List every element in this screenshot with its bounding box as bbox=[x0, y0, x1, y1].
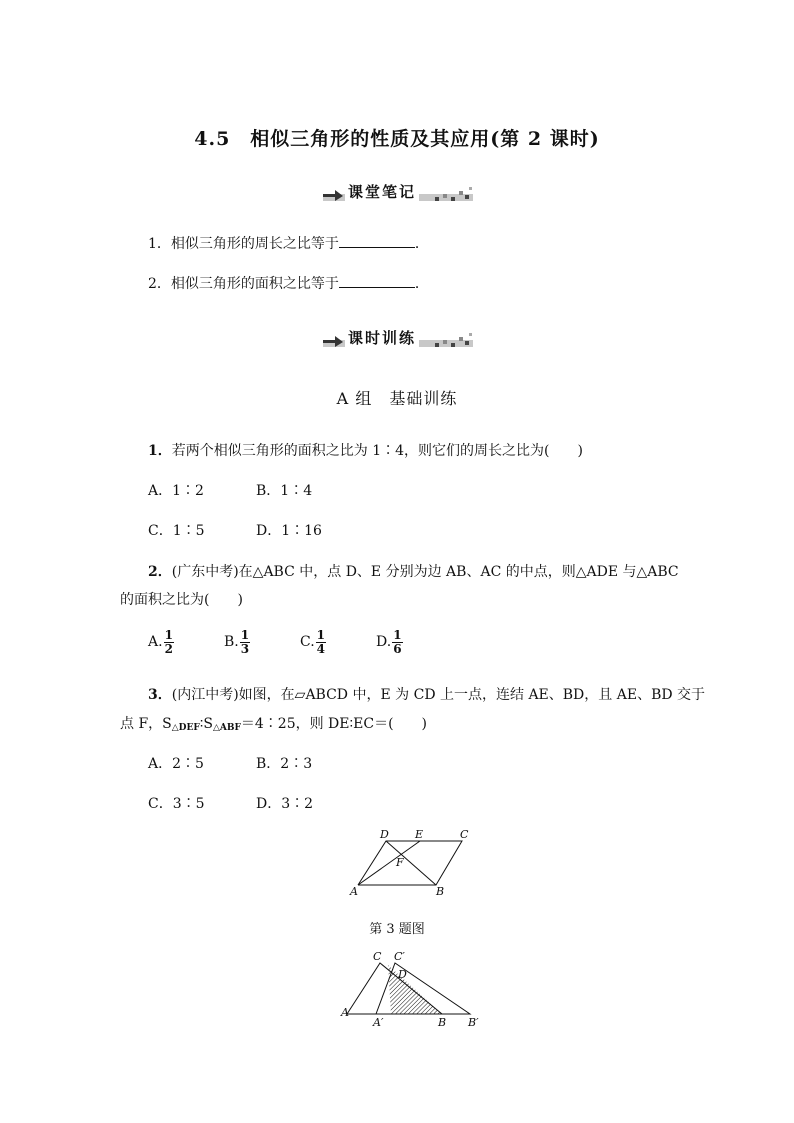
question-2-stem-line2: 的面积之比为( ) bbox=[120, 592, 243, 608]
section-banner-training bbox=[323, 327, 483, 353]
group-title: A 组 基础训练 bbox=[336, 389, 458, 408]
dots-decoration-icon bbox=[431, 183, 473, 203]
arrow-icon bbox=[323, 188, 343, 202]
figure-caption: 第 3 题图 bbox=[369, 922, 425, 937]
q1-option-b[interactable]: B．1∶4 bbox=[256, 483, 313, 499]
q2-option-d[interactable]: D. $\frac{1}{6}$ bbox=[376, 628, 402, 656]
fraction: $\frac{1}{2}$ bbox=[164, 628, 173, 656]
dots-decoration-icon bbox=[431, 329, 473, 349]
question-3-stem-line2: 点 F，$S_{\triangle DEF}∶S_{\triangle ABF}=4∶25$，则 DE∶EC＝( ) bbox=[120, 716, 428, 733]
q3-option-a[interactable]: A．2∶5 bbox=[148, 756, 204, 772]
question-3-stem-line1: 3．(内江中考)如图，在▱ABCD 中，E 为 CD 上一点，连结 AE、BD，且 AE、BD 交于 bbox=[148, 687, 706, 703]
label-a-prime: A′ bbox=[373, 1016, 384, 1029]
section-banner-notes bbox=[323, 181, 483, 207]
q2-option-b[interactable]: B. $\frac{1}{3}$ bbox=[224, 628, 250, 656]
answer-blank[interactable] bbox=[339, 233, 415, 248]
q1-option-d[interactable]: D．1∶16 bbox=[256, 523, 322, 539]
label-a: A bbox=[350, 885, 358, 898]
label-d: D bbox=[398, 968, 407, 981]
banner-label: 课堂笔记 bbox=[345, 181, 419, 202]
label-b-prime: B′ bbox=[468, 1016, 479, 1029]
q2-option-c[interactable]: C. $\frac{1}{4}$ bbox=[300, 628, 326, 656]
banner-label: 课时训练 bbox=[345, 327, 419, 348]
label-e: E bbox=[415, 828, 424, 841]
figure-parallelogram bbox=[340, 826, 480, 898]
note-item-1: 1．相似三角形的周长之比等于 ． bbox=[148, 233, 429, 253]
label-b: B bbox=[438, 1016, 447, 1029]
page-title: 4.5 相似三角形的性质及其应用(第 2 课时) bbox=[194, 128, 600, 150]
fraction: $\frac{1}{4}$ bbox=[316, 628, 326, 656]
q2-option-a[interactable]: A. $\frac{1}{2}$ bbox=[148, 628, 173, 656]
label-d: D bbox=[380, 828, 389, 841]
label-f: F bbox=[396, 856, 404, 869]
figure-sliding-triangles bbox=[336, 950, 486, 1030]
label-b: B bbox=[436, 885, 445, 898]
q1-option-a[interactable]: A．1∶2 bbox=[148, 483, 204, 499]
fraction: $\frac{1}{3}$ bbox=[240, 628, 250, 656]
answer-blank[interactable] bbox=[339, 273, 415, 288]
label-a: A bbox=[341, 1006, 349, 1019]
q3-option-d[interactable]: D．3∶2 bbox=[256, 796, 314, 812]
label-c: C bbox=[373, 950, 382, 963]
q1-option-c[interactable]: C．1∶5 bbox=[148, 523, 205, 539]
fraction: $\frac{1}{6}$ bbox=[393, 628, 402, 656]
q3-option-b[interactable]: B．2∶3 bbox=[256, 756, 313, 772]
label-c-prime: C′ bbox=[394, 950, 405, 963]
q3-option-c[interactable]: C．3∶5 bbox=[148, 796, 205, 812]
question-1-stem: 1．若两个相似三角形的面积之比为 1∶4，则它们的周长之比为( ) bbox=[148, 443, 583, 459]
label-c: C bbox=[460, 828, 469, 841]
arrow-icon bbox=[323, 334, 343, 348]
question-2-stem-line1: 2．(广东中考)在△ABC 中，点 D、E 分别为边 AB、AC 的中点，则△ADE 与△ABC bbox=[148, 564, 679, 580]
note-item-2: 2．相似三角形的面积之比等于 ． bbox=[148, 273, 429, 293]
